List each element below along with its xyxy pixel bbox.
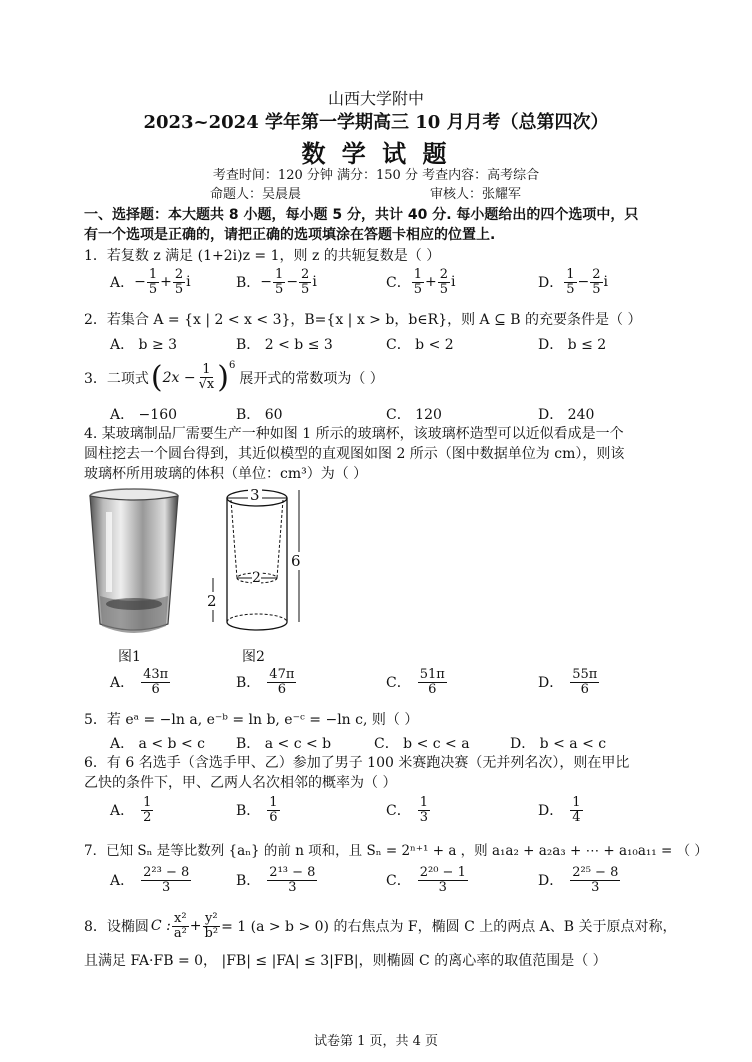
- q6-option-d: D． $\frac{1}{4}$: [538, 795, 581, 825]
- q3-stem-prefix: 3．二项式: [84, 370, 149, 387]
- q6-option-c: C． $\frac{1}{3}$: [386, 795, 428, 825]
- q4-option-a: A． $\frac{43\pi}{6}$: [110, 667, 169, 697]
- q6-option-a: A． $\frac{1}{2}$: [110, 795, 152, 825]
- reviewer: 审核人：张耀军: [430, 187, 522, 202]
- q3-option-b: B． 60: [236, 407, 283, 423]
- q8-eq-rest: = 1 (a > b > 0) 的右焦点为 F，椭圆 C 上的两点 A、B 关于原点对称，: [221, 919, 677, 936]
- q7-option-d: D． $\frac{\text{2²⁵ − 8}}{3}$: [538, 865, 619, 895]
- q1-option-b: B． − $\frac{1}{5}$ − $\frac{2}{5}$ i: [236, 267, 317, 297]
- q3-stem-suffix: 展开式的常数项为（ ）: [239, 370, 384, 387]
- q5-stem: 5．若 eᵃ = −ln a, e⁻ᵇ = ln b, e⁻ᶜ = −ln c, 则（ ）: [84, 712, 419, 728]
- q6-line2: 乙快的条件下，甲、乙两人名次相邻的概率为（ ）: [84, 775, 397, 791]
- exam-info-line1: 考查时间：120 分钟 满分：150 分 考查内容：高考综合: [212, 168, 540, 183]
- q1-stem: 1．若复数 z 满足 (1+2i)z = 1，则 z 的共轭复数是（ ）: [84, 248, 441, 264]
- q4-option-b: B． $\frac{47\pi}{6}$: [236, 667, 295, 697]
- fig1-label: 图1: [118, 649, 141, 665]
- q6-line1: 6．有 6 名选手（含选手甲、乙）参加了男子 100 米赛跑决赛（无并列名次），则在甲比: [84, 755, 630, 771]
- q3-option-c: C． 120: [386, 407, 442, 423]
- fig2-depth: 2: [207, 592, 217, 610]
- q1-option-c: C． $\frac{1}{5}$ + $\frac{2}{5}$ i: [386, 267, 456, 297]
- q5-option-c: C． b < c < a: [374, 736, 470, 752]
- fig2-top-diameter: 3: [250, 486, 260, 504]
- q2-option-c: C． b < 2: [386, 337, 454, 353]
- q3-expr-a: 2x −: [162, 369, 196, 386]
- q7-stem: 7．已知 Sₙ 是等比数列 {aₙ} 的前 n 项和，且 Sₙ = 2ⁿ⁺¹ + a ，则 a₁a₂ + a₂a₃ + ⋯ + a₁₀a₁₁ = （ ）: [84, 843, 708, 859]
- fig2-height: 6: [291, 552, 301, 570]
- fig2-label: 图2: [242, 649, 265, 665]
- q8-frac-y: $\frac{\text{y²}}{\text{b²}}$: [204, 911, 219, 941]
- q8-stem: 8．设椭圆 C : $\frac{\text{x²}}{\text{a²}}$ + $\frac{\text{y²}}{\text{b²}}$ = 1 (a > b > 0) 的右焦点为 F，椭圆 C 上的两点 A、B 关于原点对称，: [84, 911, 677, 941]
- author: 命题人：吴晨晨: [210, 187, 302, 202]
- q4-line2: 圆柱挖去一个圆台得到，其近似模型的直观图如图 2 所示（图中数据单位为 cm），则该: [84, 446, 625, 462]
- glass-photo: [84, 486, 184, 646]
- page-footer: 试卷第 1 页，共 4 页: [313, 1034, 439, 1049]
- q2-stem: 2．若集合 A = {x | 2 < x < 3}，B={x | x > b，b∈R}，则 A ⊆ B 的充要条件是（ ）: [84, 312, 642, 328]
- exam-title: 2023~2024 学年第一学期高三 10 月月考（总第四次）: [143, 112, 609, 133]
- q4-line3: 玻璃杯所用玻璃的体积（单位：cm³）为（ ）: [84, 466, 368, 482]
- fig2-inner-diameter: 2: [252, 570, 261, 586]
- q3-exponent: 6: [228, 360, 236, 371]
- q4-line1: 4. 某玻璃制品厂需要生产一种如图 1 所示的玻璃杯，该玻璃杯造型可以近似看成是一个: [84, 426, 624, 442]
- q2-option-a: A． b ≥ 3: [110, 337, 178, 353]
- q4-option-c: C． $\frac{51\pi}{6}$: [386, 667, 445, 697]
- q4-option-d: D． $\frac{55\pi}{6}$: [538, 667, 598, 697]
- school-name: 山西大学附中: [327, 89, 424, 108]
- q3-option-a: A． −160: [110, 407, 178, 423]
- section-heading-line1: 一、选择题：本大题共 8 小题，每小题 5 分，共计 40 分. 每小题给出的四个选项中，只: [84, 207, 639, 223]
- q5-option-a: A． a < b < c: [110, 736, 205, 752]
- subject-title: 数 学 试 题: [301, 140, 451, 168]
- q1-option-a: A． − $\frac{1}{5}$ + $\frac{2}{5}$ i: [110, 267, 191, 297]
- q5-option-d: D． b < a < c: [510, 736, 607, 752]
- q3-paren-left: (: [150, 360, 163, 395]
- q3-stem: [84, 360, 384, 395]
- q2-option-b: B． 2 < b ≤ 3: [236, 337, 333, 353]
- q8-line2: 且满足 FA·FB = 0， |FB| ≤ |FA| ≤ 3|FB|，则椭圆 C 的离心率的取值范围是（ ）: [84, 953, 607, 969]
- q2-option-d: D． b ≤ 2: [538, 337, 607, 353]
- q7-option-c: C． $\frac{\text{2²⁰ − 1}}{3}$: [386, 865, 466, 895]
- section-heading-line2: 有一个选项是正确的，请把正确的选项填涂在答题卡相应的位置上.: [84, 227, 496, 243]
- q1-option-d: D． $\frac{1}{5}$ − $\frac{2}{5}$ i: [538, 267, 609, 297]
- q8-stem-prefix: 8．设椭圆: [84, 919, 149, 936]
- q7-option-b: B． $\frac{\text{2¹³ − 8}}{3}$: [236, 865, 316, 895]
- q3-paren-right: ): [217, 360, 229, 395]
- q8-c-label: C :: [150, 918, 171, 935]
- q3-option-d: D． 240: [538, 407, 595, 423]
- q3-expr-frac: $\frac{1}{√x}$: [198, 362, 215, 392]
- q7-option-a: A． $\frac{\text{2²³ − 8}}{3}$: [110, 865, 190, 895]
- q6-option-b: B． $\frac{1}{6}$: [236, 795, 278, 825]
- q8-frac-x: $\frac{\text{x²}}{\text{a²}}$: [173, 911, 187, 941]
- q5-option-b: B． a < c < b: [236, 736, 332, 752]
